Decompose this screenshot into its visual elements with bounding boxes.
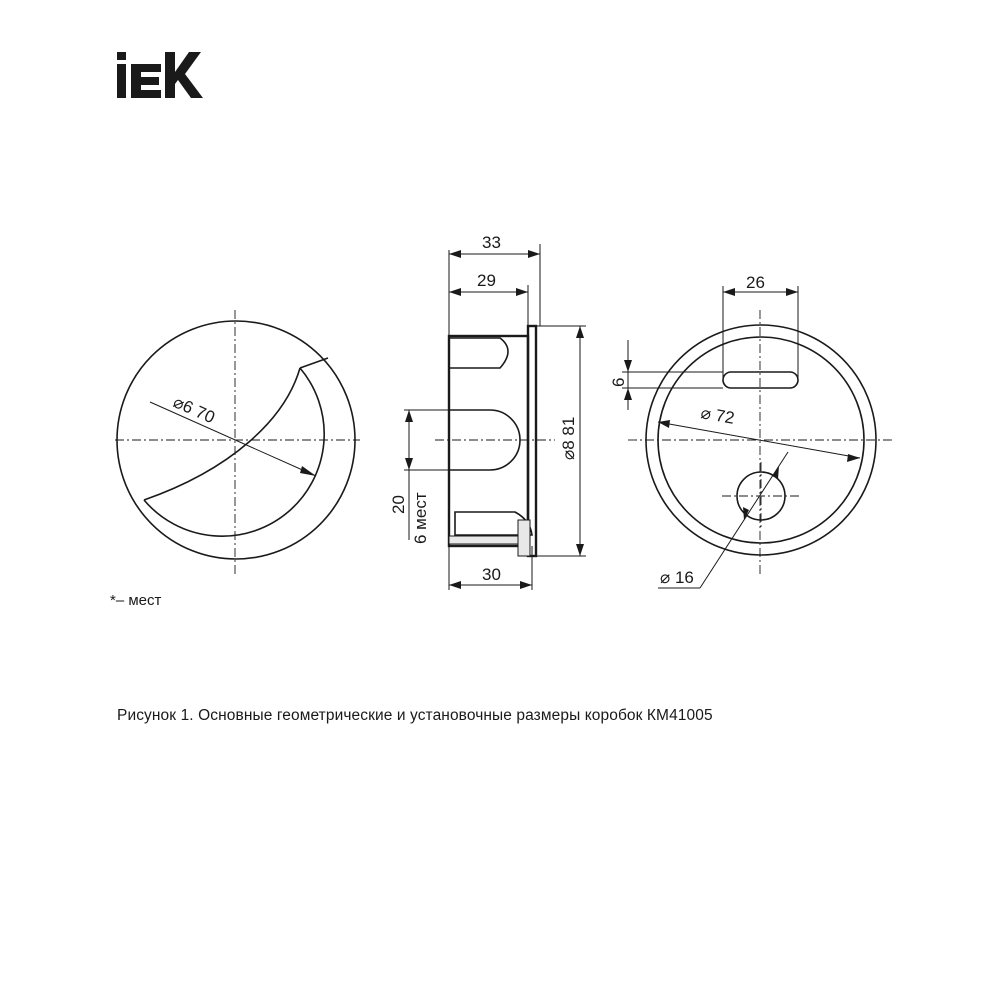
- middle-view: [389, 233, 586, 590]
- dim33-arrow-right: [528, 250, 540, 258]
- left-inner-arc: [144, 368, 324, 536]
- dia16-label: ⌀ 16: [660, 568, 694, 587]
- dim33-label: 33: [482, 233, 501, 252]
- dim26-arrow-left: [723, 288, 735, 296]
- dia16-arrow-top: [772, 466, 779, 479]
- dim20-label: 20: [389, 495, 408, 514]
- dia70-label: ⌀6 70: [170, 392, 218, 428]
- dia70-arrow: [300, 466, 316, 476]
- dim6-arrow-bottom: [624, 388, 632, 400]
- dim6-arrow-top: [624, 360, 632, 372]
- dim81-arrow-top: [576, 326, 584, 338]
- left-cut-edge: [300, 358, 328, 368]
- dia72-label: ⌀ 72: [699, 403, 736, 428]
- dim29-arrow-left: [449, 288, 461, 296]
- dia70-leader: [150, 402, 316, 476]
- side-hatch-corner: [518, 520, 530, 556]
- dim29-arrow-right: [516, 288, 528, 296]
- dim33-arrow-left: [449, 250, 461, 258]
- figure-caption: Рисунок 1. Основные геометрические и установочные размеры коробок КМ41005: [117, 707, 713, 724]
- dim81-arrow-bottom: [576, 544, 584, 556]
- dim30-arrow-right: [520, 581, 532, 589]
- left-view: [115, 310, 360, 575]
- dia72-leader: [658, 422, 860, 458]
- dim30-label: 30: [482, 565, 501, 584]
- right-view: [609, 273, 895, 588]
- footnote: *– мест: [110, 592, 162, 609]
- side-knockout-top: [449, 338, 508, 368]
- dim26-label: 26: [746, 273, 765, 292]
- dim29-label: 29: [477, 271, 496, 290]
- slot-opening: [723, 372, 798, 388]
- dim30-arrow-left: [449, 581, 461, 589]
- dim20-arrow-top: [405, 410, 413, 422]
- side-hatch-bottom: [449, 536, 529, 544]
- dim81-label: ⌀8 81: [559, 416, 578, 460]
- dim6mest-label: 6 мест: [411, 492, 430, 544]
- dim20-arrow-bottom: [405, 458, 413, 470]
- dim6-label: 6: [609, 377, 628, 387]
- dim26-arrow-right: [786, 288, 798, 296]
- dia72-arrow-right: [847, 454, 860, 462]
